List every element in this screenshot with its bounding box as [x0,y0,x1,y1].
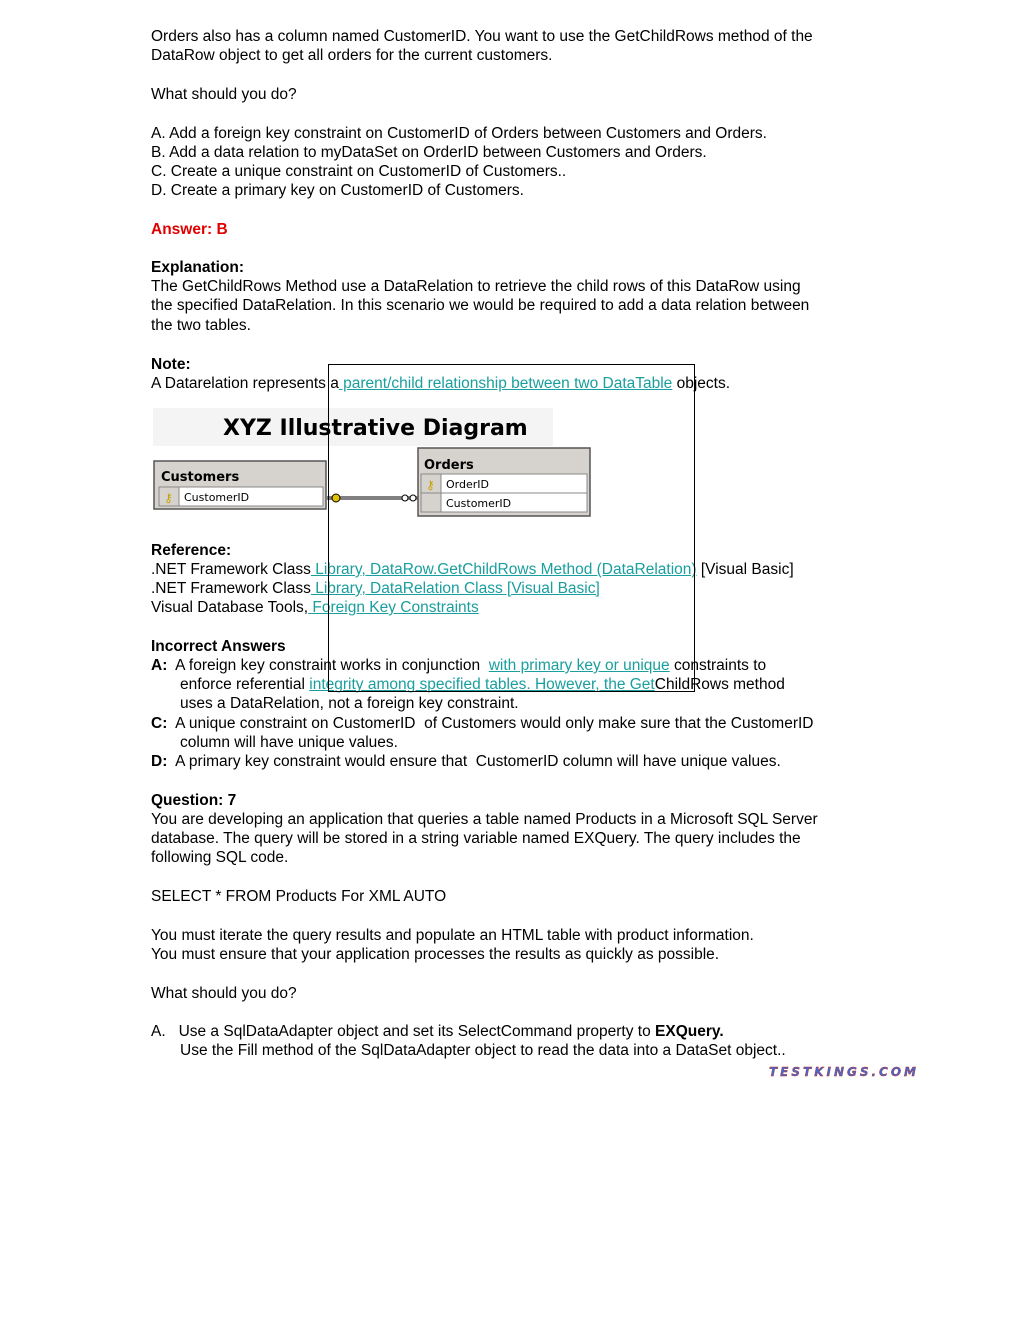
incorrect-a-line: uses a DataRelation, not a foreign key constraint. [180,695,519,712]
incorrect-c-label: C: [151,715,168,732]
option-a: A. Add a foreign key constraint on CustomerID of Orders between Customers and Orders. [151,125,767,142]
reference-text: .NET Framework Class [151,580,311,597]
illustrative-diagram [153,408,593,520]
reference-text: [Visual Basic] [696,561,794,578]
incorrect-c-line [151,714,814,733]
incorrect-a-link[interactable]: with primary key or unique [488,657,670,674]
note-heading: Note: [151,356,191,373]
note-link[interactable]: parent/child relationship between two DataTable [338,375,673,392]
watermark-logo [728,1064,960,1078]
incorrect-a-text: A foreign key constraint works in conjunction [167,657,481,674]
question-7-option-a-line2: Use the Fill method of the SqlDataAdapter object to read the data into a DataSet object.. [180,1042,786,1059]
answer-label: Answer: B [151,221,228,238]
customers-table [154,461,326,509]
reference-text: .NET Framework Class [151,561,311,578]
incorrect-d-label: D: [151,753,168,770]
key-icon: ⚷ [164,491,173,505]
option-a-text: A. Use a SqlDataAdapter object and set its SelectCommand property to [151,1023,656,1040]
incorrect-a-line [151,656,766,675]
reference-text: Visual Database Tools, [151,599,309,616]
option-b: B. Add a data relation to myDataSet on OrderID between Customers and Orders. [151,144,707,161]
relation-line [327,494,418,502]
reference-link-datarelation[interactable]: Library, DataRelation Class [Visual Basic] [310,580,600,597]
reference-line [151,598,479,617]
explanation-line: The GetChildRows Method use a DataRelation to retrieve the child rows of this DataRow using [151,278,801,295]
orders-table [418,448,590,516]
incorrect-d-text: A primary key constraint would ensure that CustomerID column will have unique values. [167,753,781,770]
question-7-line: following SQL code. [151,849,289,866]
question-7-prompt: What should you do? [151,985,297,1002]
question-7-line: You must ensure that your application processes the results as quickly as possible. [151,946,720,963]
incorrect-d-line [151,752,781,771]
note-text-end: objects. [672,375,731,392]
orders-table-title: Orders [424,458,474,473]
orders-col-orderid: OrderID [446,478,489,491]
note-text: A Datarelation represents a [151,375,339,392]
question-7-option-a [151,1022,724,1041]
customers-col: CustomerID [184,491,250,504]
incorrect-a-text: ChildRows method [654,676,785,693]
incorrect-a-link-2[interactable]: integrity among specified tables. However, the Get [309,676,655,693]
explanation-line: the two tables. [151,317,251,334]
explanation-heading: Explanation: [151,259,245,276]
orders-col-customerid: CustomerID [446,497,512,510]
incorrect-a-text: constraints to [669,657,767,674]
option-d: D. Create a primary key on CustomerID of Customers. [151,182,524,199]
option-c: C. Create a unique constraint on CustomerID of Customers.. [151,163,567,180]
incorrect-a-label: A: [151,657,168,674]
incorrect-a-line [180,675,785,694]
question-7-heading: Question: 7 [151,792,237,809]
option-a-bold: EXQuery. [655,1023,724,1040]
text-line: DataRow object to get all orders for the current customers. [151,47,553,64]
note-line [151,374,730,393]
customers-table-title: Customers [161,470,240,485]
incorrect-answers-heading: Incorrect Answers [151,638,286,655]
text-line: Orders also has a column named CustomerID. You want to use the GetChildRows method of the [151,28,813,45]
question-7-line: You must iterate the query results and populate an HTML table with product information. [151,927,754,944]
reference-heading: Reference: [151,542,232,559]
incorrect-a-text: enforce referential [180,676,310,693]
incorrect-c-text: A unique constraint on CustomerID of Customers would only make sure that the CustomerID [167,715,814,732]
reference-link-foreign-key[interactable]: Foreign Key Constraints [308,599,479,616]
question-7-line: database. The query will be stored in a string variable named EXQuery. The query includes the [151,830,801,847]
sql-code: SELECT * FROM Products For XML AUTO [151,888,447,905]
explanation-line: the specified DataRelation. In this scenario we would be required to add a data relation between [151,297,810,314]
question-7-line: You are developing an application that queries a table named Products in a Microsoft SQL Server [151,811,818,828]
watermark-text: TESTKINGS.COM [768,1065,920,1078]
reference-line [151,579,600,598]
diagram-title: XYZ Illustrative Diagram [223,416,528,441]
reference-link-getchildrows[interactable]: Library, DataRow.GetChildRows Method (DataRelation) [310,561,697,578]
reference-line [151,560,794,579]
key-icon: ⚷ [426,478,435,492]
incorrect-c-line: column will have unique values. [180,734,398,751]
question-prompt: What should you do? [151,86,297,103]
